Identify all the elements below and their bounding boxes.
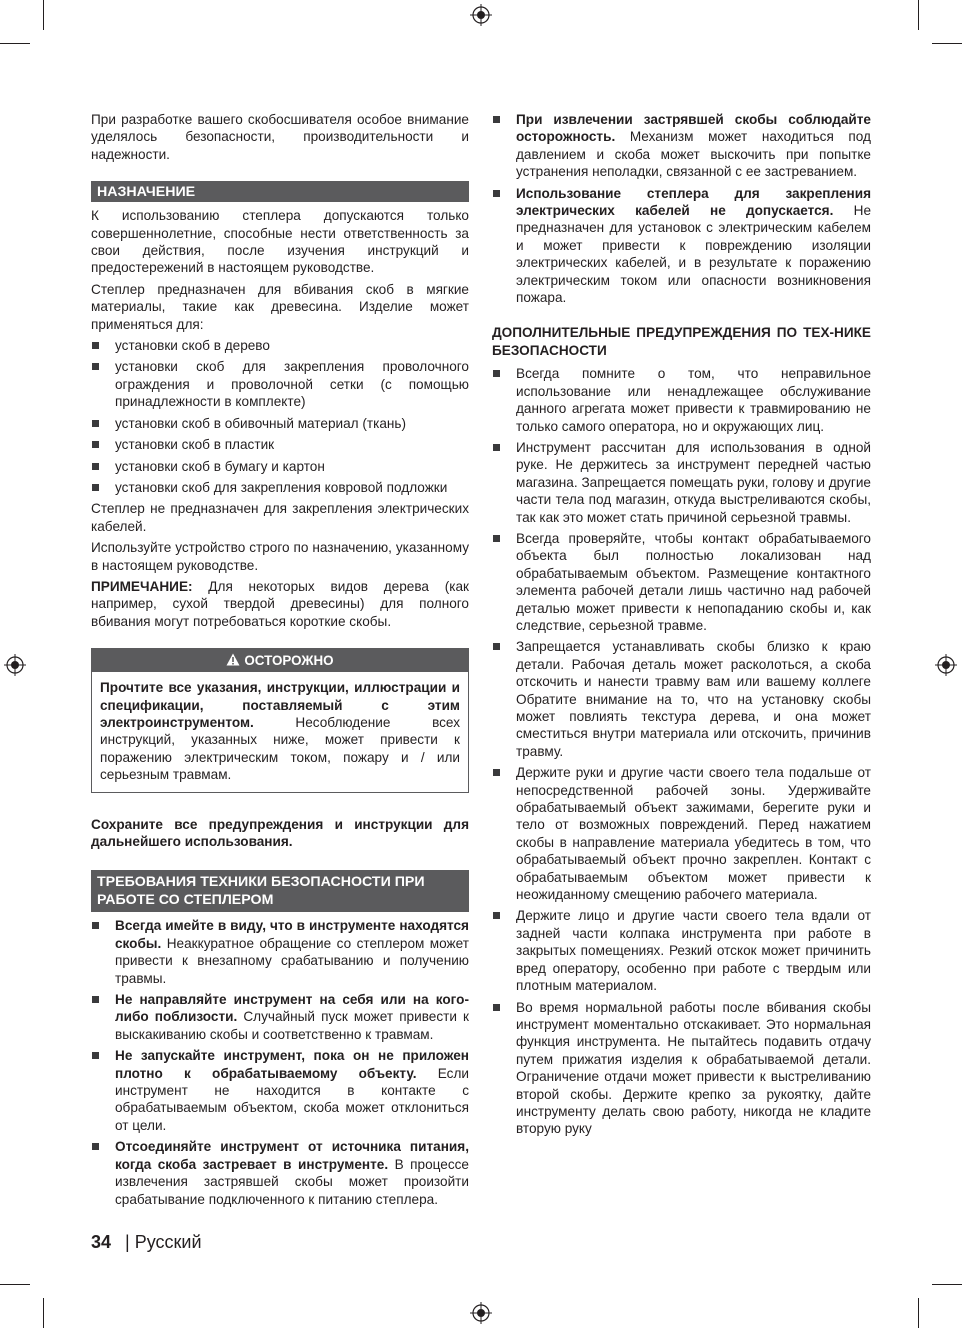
crop-mark <box>918 0 919 30</box>
list-item-text: Во время нормальной работы после вбивания скобы инструмент моментально отскакивает. Это нормальная функция инструмента. Не пытайтесь подавить отдачу путем прижатия изделия к обрабатываемой детали. Ограничение отдачи может привести к выстреливанию второй скобы. Держите крепко за рукоятку, дайте инструменту делать свою работу, никогда не кладите вторую руку <box>516 999 871 1137</box>
bullet-square-icon <box>493 769 500 776</box>
list-item-text: установки скоб в обивочный материал (ткань) <box>115 415 407 431</box>
list-item <box>91 436 469 453</box>
list-item <box>492 185 871 307</box>
bullet-square-icon <box>92 420 99 427</box>
list-item <box>492 638 871 760</box>
list-item <box>91 991 469 1043</box>
list-item-text: Механизм может находиться под давлением и скоба может выскочить при попытке устранения неполадки, связанной с ее застреванием. <box>516 129 871 180</box>
crop-mark <box>0 1284 30 1285</box>
list-item <box>91 337 469 354</box>
list-item-text: Неаккуратное обращение со степлером может привести к внезапному срабатыванию и получению травмы. <box>115 935 469 986</box>
save-instructions: Сохраните все предупреждения и инструкции для дальнейшего использования. <box>91 816 469 849</box>
note-text: Для некоторых видов дерева (как например, сухой твердой древесины) для полного вбивания могут потребоваться короткие скобы. <box>91 578 469 629</box>
list-item <box>492 764 871 903</box>
page-number: 34 <box>91 1232 112 1252</box>
bullet-square-icon <box>92 363 99 370</box>
purpose-list <box>91 337 469 496</box>
list-item-text: установки скоб в бумагу и картон <box>115 458 325 474</box>
crop-mark <box>932 43 962 44</box>
warning-text: Несоблюдение всех инструкций, указанных ниже, может привести к поражению электрическим током, пожару и / или серьезным травмам. <box>100 714 460 783</box>
list-item <box>91 415 469 432</box>
crop-mark <box>0 43 30 44</box>
list-item-text: Держите лицо и другие части своего тела вдали от задней части колпака инструмента при работе в закрытых помещениях. Резкий отскок может причинить вред оператору, особенно при работе с твердым или плотным материалом. <box>516 908 871 994</box>
crop-mark <box>43 1298 44 1328</box>
intro-paragraph: При разработке вашего скобосшивателя особое внимание уделялось безопасности, производительности и надежности. <box>91 112 469 162</box>
list-item-text: Если инструмент не находится в контакте с обрабатываемым объектом, скоба может отклониться от цели. <box>115 1065 470 1133</box>
bullet-square-icon <box>92 1143 99 1150</box>
list-item <box>91 458 469 475</box>
list-item <box>91 1047 469 1134</box>
warning-triangle-icon <box>226 653 240 666</box>
list-item-text: Запрещается устанавливать скобы близко к краю детали. Рабочая деталь может расколоться, а скоба отскочить и нанести травму вам или вашему коллеге Обратите внимание на то, что на установку скобы может повлиять текстура дерева, и она может сместиться внутри материала или отскочить, причинив травму. <box>516 639 871 759</box>
list-item-text: Инструмент рассчитан для использования в одной руке. Не держитесь за инструмент передней частью магазина. Запрещается помещать руки, голову и другие части тела под магазин, откуда выстреливаются скобы, так как это может стать причиной серьезной травмы. <box>516 439 871 525</box>
bullet-square-icon <box>493 444 500 451</box>
list-item <box>91 358 469 410</box>
list-item-text: Всегда помните о том, что неправильное использование или ненадлежащее обслуживание данного агрегата может привести к травмированию не только самого оператора, но и окружающих лиц. <box>516 366 871 434</box>
right-column <box>492 111 871 1142</box>
list-item-text: Случайный пуск может привести к выскакиванию скобы и соответственно к травмам. <box>115 1009 469 1042</box>
list-item-text: установки скоб для закрепления ковровой подложки <box>115 479 448 495</box>
list-item <box>492 439 871 526</box>
warning-body <box>92 672 468 791</box>
list-item-text: В процессе извлечения застрявшей скобы может произойти срабатывание подключенного к питанию степлера. <box>115 1156 469 1207</box>
list-item <box>492 999 871 1138</box>
additional-warnings-list <box>492 365 871 1137</box>
purpose-paragraph: Степлер предназначен для вбивания скоб в мягкие материалы, такие как древесина. Изделие может применяться для: <box>91 281 469 332</box>
warning-bold-text: Прочтите все указания, инструкции, иллюстрации и спецификации, поставляемый с этим электроинструментом. <box>100 680 460 730</box>
bullet-square-icon <box>92 441 99 448</box>
list-item <box>91 1138 469 1208</box>
registration-mark-icon <box>935 654 957 676</box>
safety-list <box>91 917 469 1208</box>
list-item <box>492 111 871 181</box>
list-item-bold: Не направляйте инструмент на себя или на кого-либо поблизости. <box>115 992 469 1025</box>
list-item <box>91 479 469 496</box>
list-item-bold: При извлечении застрявшей скобы соблюдайте осторожность. <box>516 112 871 145</box>
bullet-square-icon <box>493 370 500 377</box>
list-item-bold: Не запускайте инструмент, пока он не приложен плотно к обрабатываемому объекту. <box>115 1048 469 1081</box>
bullet-square-icon <box>92 463 99 470</box>
bullet-square-icon <box>493 912 500 919</box>
bullet-square-icon <box>493 643 500 650</box>
bullet-square-icon <box>92 1052 99 1059</box>
registration-mark-icon <box>4 654 26 676</box>
warning-title: ОСТОРОЖНО <box>244 653 334 669</box>
list-item-text: установки скоб в пластик <box>115 437 275 453</box>
safety-heading: ТРЕБОВАНИЯ ТЕХНИКИ БЕЗОПАСНОСТИ ПРИ РАБОТЕ СО СТЕПЛЕРОМ <box>91 870 469 912</box>
list-item <box>492 365 871 435</box>
note-label: ПРИМЕЧАНИЕ: <box>91 578 193 594</box>
page-language: | Русский <box>125 1232 202 1252</box>
list-item <box>91 917 469 987</box>
list-item-bold: Отсоединяйте инструмент от источника питания, когда скоба застревает в инструменте. <box>115 1139 469 1172</box>
bullet-square-icon <box>92 996 99 1003</box>
list-item-text: Не предназначен для установок с электрическим кабелем и может привести к повреждению изоляции электрических кабелей, и в результате к поражению электрическим током или опасности возникновения пожара. <box>516 203 872 306</box>
registration-mark-icon <box>470 1302 492 1324</box>
bullet-square-icon <box>92 484 99 491</box>
crop-mark <box>918 1298 919 1328</box>
list-item-bold: Использование степлера для закрепления электрических кабелей не допускается. <box>516 185 871 219</box>
list-item-text: установки скоб в дерево <box>115 338 270 354</box>
bullet-square-icon <box>493 535 500 542</box>
safety-list-continued <box>492 111 871 306</box>
purpose-paragraph: Степлер не предназначен для закрепления электрических кабелей. <box>91 501 469 534</box>
list-item <box>492 907 871 994</box>
additional-warnings-heading: ДОПОЛНИТЕЛЬНЫЕ ПРЕДУПРЕЖДЕНИЯ ПО ТЕХ-НИКЕ БЕЗОПАСНОСТИ <box>492 325 871 358</box>
purpose-paragraph: К использованию степлера допускаются только совершеннолетние, способные нести ответственность за свои действия, после изучения инструкций и предостережений в настоящем руководстве. <box>91 208 469 276</box>
bullet-square-icon <box>493 1004 500 1011</box>
list-item-text: Держите руки и другие части своего тела подальше от непосредственной рабочей зоны. Удерживайте обрабатываемый объект зажимами, берегите руки и тело от возможных повреждений. Перед нажатием скобы в направление материала убедитесь в том, что обрабатываемый объект прочно закреплен. Контакт с обрабатываемым объектом может привести к неожиданному смещению рабочего материала. <box>516 765 871 903</box>
bullet-square-icon <box>92 342 99 349</box>
bullet-square-icon <box>493 116 500 123</box>
warning-header <box>92 649 468 672</box>
bullet-square-icon <box>493 190 500 197</box>
list-item-text: Всегда проверяйте, чтобы контакт обрабатываемого объекта был полностью локализован над обрабатываемым объектом. Размещение контактного элемента рабочей детали лишь частично над рабочей деталью может привести к непопаданию скобы и, как следствие, серьезной травме. <box>516 530 871 633</box>
bullet-square-icon <box>92 922 99 929</box>
crop-mark <box>932 1284 962 1285</box>
list-item-bold: Всегда имейте в виду, что в инструменте находятся скобы. <box>115 918 469 951</box>
purpose-paragraph: Используйте устройство строго по назначению, указанному в настоящем руководстве. <box>91 540 469 573</box>
page-footer <box>91 1231 202 1253</box>
crop-mark <box>43 0 44 30</box>
list-item-text: установки скоб для закрепления проволочного ограждения и проволочной сетки (с помощью принадлежности в комплекте) <box>115 359 469 410</box>
left-column <box>91 111 469 1212</box>
purpose-heading: НАЗНАЧЕНИЕ <box>91 181 469 202</box>
warning-box <box>91 648 469 792</box>
note-paragraph <box>91 578 469 630</box>
list-item <box>492 530 871 634</box>
registration-mark-icon <box>470 4 492 26</box>
